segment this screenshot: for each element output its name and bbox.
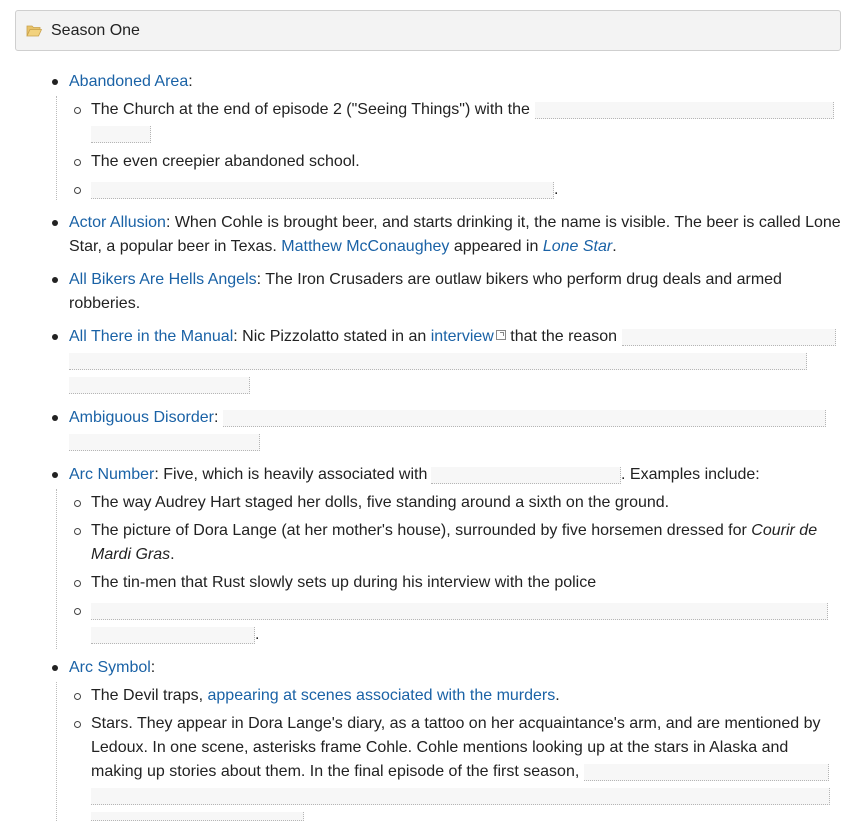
list-item: Ledoux. In one scene, asterisks frame Cohle. Cohle mentions looking up at the stars in Alaska and [91,739,789,756]
list-item: The picture of Dora Lange (at her mother's house), surrounded by five horsemen dressed for Courir de [91,522,818,539]
spoiler-block[interactable] [622,329,836,346]
sub-bullet [74,187,81,194]
sentence-end: . [554,181,559,198]
spoiler-block[interactable] [91,812,304,821]
list-item: Abandoned Area: [69,73,193,90]
spoiler-block[interactable] [431,467,621,484]
devil-traps-link[interactable]: appearing at scenes associated with the murders [207,687,556,704]
sub-bullet [74,107,81,114]
folder-header[interactable] [15,10,841,51]
spoiler-block[interactable] [223,410,826,427]
sub-bullet [74,528,81,535]
sublist-guide [56,96,57,200]
sub-bullet [74,500,81,507]
list-item: The way Audrey Hart staged her dolls, five standing around a sixth on the ground. [91,494,670,511]
trope-link[interactable]: All Bikers Are Hells Angels [69,271,257,288]
list-item: Arc Symbol: [69,659,156,676]
bullet [52,665,58,671]
list-item: The Church at the end of episode 2 ("Seeing Things") with the [91,101,530,118]
list-item: Ambiguous Disorder: [69,409,219,426]
bullet [52,415,58,421]
interview-link[interactable]: interview [430,328,494,345]
list-item: The even creepier abandoned school. [91,153,360,170]
sublist-guide [56,489,57,649]
list-item: Arc Number: Five, which is heavily associated with [69,466,428,483]
bullet [52,472,58,478]
folder-title: Season One [51,22,140,39]
spoiler-block[interactable] [69,353,807,370]
sentence-end: . [255,626,260,643]
list-item: robberies. [69,295,141,312]
list-item: All Bikers Are Hells Angels: The Iron Crusaders are outlaw bikers who perform drug deals and armed [69,271,782,288]
list-item: Mardi Gras. [91,546,175,563]
list-item: . Examples include: [621,466,760,483]
spoiler-block[interactable] [91,603,828,620]
list-item: The Devil traps, appearing at scenes associated with the murders. [91,687,560,704]
sub-bullet [74,580,81,587]
list-item: Actor Allusion: When Cohle is brought beer, and starts drinking it, the name is visible. The beer is called Lone [69,214,841,231]
actor-link[interactable]: Matthew McConaughey [281,238,450,255]
bullet [52,220,58,226]
trope-link[interactable]: Actor Allusion [69,214,166,231]
bullet [52,277,58,283]
sublist-guide [56,682,57,821]
work-link[interactable]: Lone Star [542,238,613,255]
external-link-icon [496,330,506,340]
spoiler-block[interactable] [584,764,829,781]
list-item: Stars. They appear in Dora Lange's diary, as a tattoo on her acquaintance's arm, and are mentioned by [91,715,821,732]
spoiler-block[interactable] [91,788,830,805]
trope-link[interactable]: Ambiguous Disorder [69,409,214,426]
sub-bullet [74,159,81,166]
sub-bullet [74,608,81,615]
spoiler-block[interactable] [91,126,151,143]
spoiler-block[interactable] [91,627,255,644]
bullet [52,334,58,340]
trope-link[interactable]: Abandoned Area [69,73,189,90]
trope-link[interactable]: Arc Number [69,466,155,483]
list-item: The tin-men that Rust slowly sets up during his interview with the police [91,574,597,591]
list-item: All There in the Manual: Nic Pizzolatto stated in an interview that the reason [69,328,618,345]
spoiler-block[interactable] [69,377,250,394]
sub-bullet [74,693,81,700]
list-item: making up stories about them. In the final episode of the first season, [91,763,580,780]
spoiler-block[interactable] [91,182,554,199]
spoiler-block[interactable] [69,434,260,451]
list-item: Star, a popular beer in Texas. Matthew McConaughey appeared in Lone Star. [69,238,617,255]
bullet [52,79,58,85]
sub-bullet [74,721,81,728]
folder-open-icon [26,24,42,42]
trope-link[interactable]: Arc Symbol [69,659,151,676]
spoiler-block[interactable] [535,102,834,119]
trope-link[interactable]: All There in the Manual [69,328,234,345]
